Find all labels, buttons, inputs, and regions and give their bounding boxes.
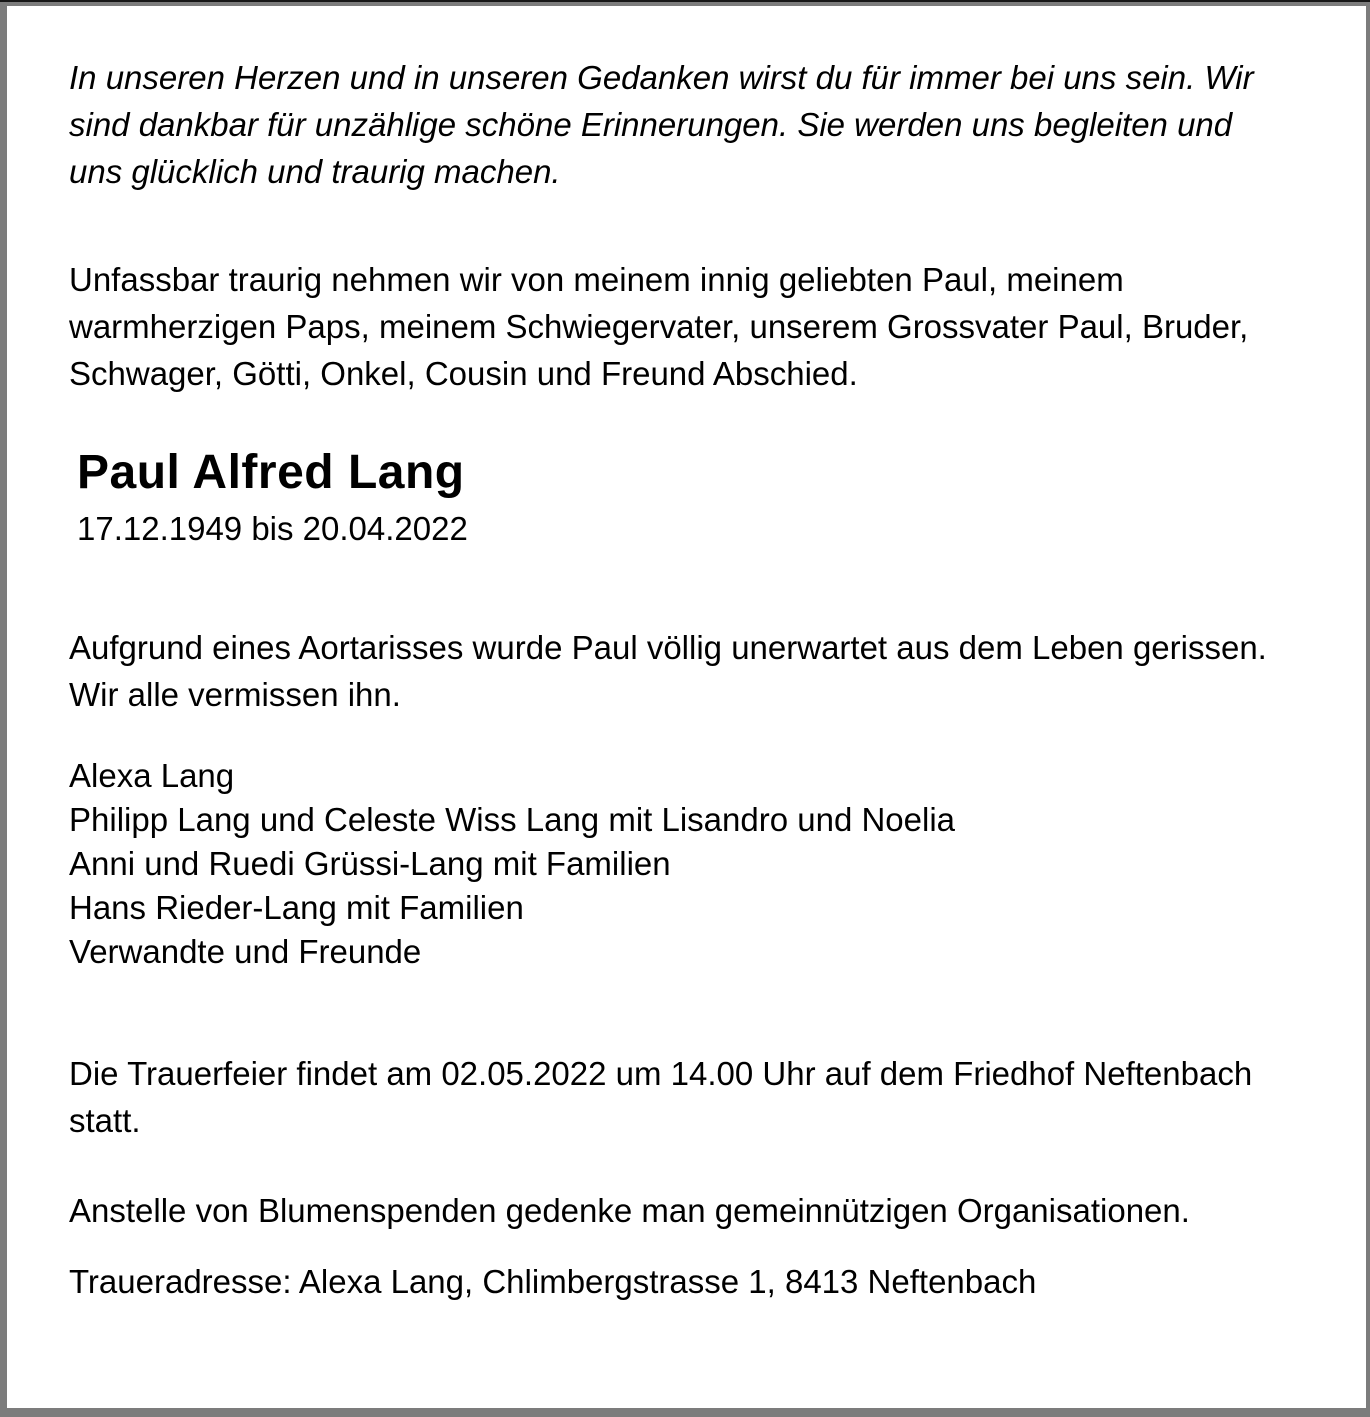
mourner-line: Hans Rieder-Lang mit Familien	[69, 889, 524, 926]
intro-paragraph: Unfassbar traurig nehmen wir von meinem innig geliebten Paul, meinem warmherzigen Paps, meinem Schwiegervater, unserem Grossvater Paul, Bruder, Schwager, Götti, Onkel, Cousin und Freund Abschied.	[69, 261, 1249, 392]
mourner-line: Philipp Lang und Celeste Wiss Lang mit Lisandro und Noelia	[69, 801, 956, 838]
epigraph-quote: In unseren Herzen und in unseren Gedanken wirst du für immer bei uns sein. Wir sind dankbar für unzählige schöne Erinnerungen. Sie werden uns begleiten und uns glücklich und traurig machen.	[69, 59, 1254, 190]
life-dates: 17.12.1949 bis 20.04.2022	[77, 510, 468, 547]
mourner-line: Alexa Lang	[69, 757, 235, 794]
mourner-line: Anni und Ruedi Grüssi-Lang mit Familien	[69, 845, 671, 882]
mourning-address-line: Traueradresse: Alexa Lang, Chlimbergstrasse 1, 8413 Neftenbach	[69, 1263, 1037, 1300]
mourner-line: Verwandte und Freunde	[69, 933, 422, 970]
mourners-list	[69, 754, 1296, 974]
funeral-info-paragraph: Die Trauerfeier findet am 02.05.2022 um 14.00 Uhr auf dem Friedhof Neftenbach statt.	[69, 1055, 1253, 1139]
deceased-block	[69, 445, 1296, 552]
obituary-page	[0, 2, 1370, 1417]
donation-note-paragraph: Anstelle von Blumenspenden gedenke man gemeinnützigen Organisationen.	[69, 1192, 1190, 1229]
death-note-paragraph: Aufgrund eines Aortarisses wurde Paul völlig unerwartet aus dem Leben gerissen. Wir alle vermissen ihn.	[69, 629, 1267, 713]
deceased-name: Paul Alfred Lang	[77, 446, 465, 499]
